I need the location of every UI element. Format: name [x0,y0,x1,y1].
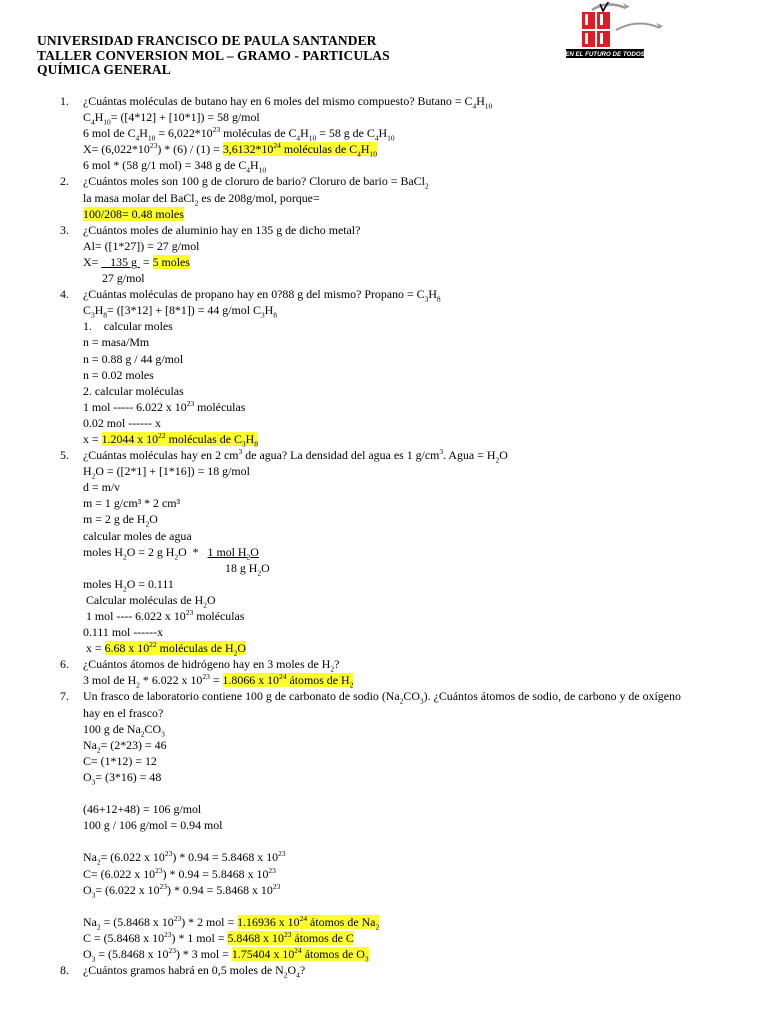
answer-line: 0.02 mol ------ x [83,415,161,430]
highlighted-result: 5 moles [152,254,190,269]
question-number: 3. [60,222,69,237]
question-6: 6. ¿Cuántos átomos de hidrógeno hay en 3 moles de $H_2$? [60,657,340,674]
answer-line: n = masa/Mm [83,335,150,350]
answer-line: n = 0.02 moles [83,367,154,382]
answer-line: (46+12+48) = 106 g/mol [83,802,202,817]
question-number: 7. [60,689,69,704]
question-number: 4. [60,287,69,302]
answer-line: Al= ([1*27]) = 27 g/mol [83,238,200,253]
ufps-logo-graphic [566,2,666,60]
highlighted-result: 100/208= 0.48 moles [83,206,184,221]
answer-line: 6 mol de $C_4H_{10} = 6,022*10^{23}$ moléculas de $C_4H_{10} = 58$ g de $C_4H_{10}$ [83,125,395,143]
highlighted-result: 5.8468 x $10^{23}$ átomos de C [227,929,354,945]
answer-line: 0.111 mol ------x [83,625,164,640]
question-text: ¿Cuántos moles son 100 g de cloruro de bario? Cloruro de bario = BaCl [83,174,425,189]
answer-line: $O_3= (3*16) = 48$ [83,769,162,787]
answer-line: C = (5.8468 x $10^{23}) * 1$ mol = 5.8468 x $10^{23}$ átomos de C [83,929,354,945]
answer-line: Calcular moléculas de $H_2O$ [83,592,216,610]
question-number: 5. [60,448,69,463]
answer-line: calcular moles de agua [83,528,192,543]
answer-line: moles $H_2O = 2$ g $H_2O * 1$ mol $H_2O$ [83,544,259,561]
answer-line: $O_3 = (5.8468$ x $10^{23}) * 3$ mol = 1.75404 x $10^{24}$ átomos de $O_3$ [83,946,369,964]
ufps-logo [566,2,666,60]
blank-line [0,833,768,849]
answer-line: 100 g / 106 g/mol = 0.94 mol [83,818,223,833]
university-name: UNIVERSIDAD FRANCISCO DE PAULA SANTANDER [37,33,377,48]
answer-line: 3 mol de $H_2 * 6.022$ x $10^{23} = 1.8066$ x $10^{24}$ átomos de $H_2$ [83,672,354,690]
question-5: 5. ¿Cuántas moléculas hay en 2 $cm^3$ de agua? La densidad del agua es 1 $g/cm^3$. Agua = $H_2O$ [60,447,508,465]
answer-line: moles $H_2O = 0.111$ [83,576,174,594]
answer-line: n = 0.88 g / 44 g/mol [83,351,184,366]
question-text: ¿Cuántos gramos habrá en 0,5 moles de N [83,963,284,978]
highlighted-result: 1.8066 x $10^{24}$ átomos de $H_2$ [222,672,354,690]
question-text: ¿Cuántas moléculas de propano hay en 0?88 g del mismo? Propano = C [83,287,425,302]
svg-text:EN EL FUTURO DE TODOS: EN EL FUTURO DE TODOS [566,51,645,58]
answer-line: C= (1*12) = 12 [83,753,157,768]
highlighted-result: 1.75404 x $10^{24}$ átomos de $O_3$ [231,946,369,964]
question-number: 8. [60,963,69,978]
answer-line: 100 g de $Na_2CO_3$ [83,721,165,739]
answer-line: $Na_2= (6.022$ x $10^{23}) * 0.94 = 5.8468$ x $10^{23}$ [83,849,286,867]
question-text: ¿Cuántas moléculas de butano hay en 6 moles del mismo compuesto? Butano = C [83,94,473,108]
answer-line: x = 1.2044 x $10^{22}$ moléculas de $C_3H_8$ [83,431,258,449]
question-number: 2. [60,174,69,189]
question-text: ¿Cuántos moles de aluminio hay en 135 g de dicho metal? [83,222,361,237]
answer-line: 18 g $H_2O$ [225,560,270,578]
answer-line: $O_3= (6.022$ x $10^{23}) * 0.94 = 5.8468$ x $10^{23}$ [83,881,281,899]
question-number: 1. [60,94,69,108]
question-text: ¿Cuántos átomos de hidrógeno hay en 3 moles de H [83,657,331,672]
question-text: ¿Cuántas moléculas hay en 2 cm [83,448,239,463]
question-text-cont: hay en el frasco? [83,705,164,720]
blank-line [0,898,768,914]
answer-line: 6 mol * (58 g/1 mol) = 348 g de $C_4H_{10}$ [83,158,267,175]
answer-line: m = 1 g/cm³ * 2 cm³ [83,496,181,511]
answer-line: 1 mol ----- 6.022 x $10^{23}$ moléculas [83,398,246,414]
answer-line: m = 2 g de $H_2O$ [83,512,158,529]
question-4: 4. ¿Cuántas moléculas de propano hay en 0?88 g del mismo? Propano = $C_3H_8$ [60,287,441,304]
highlighted-result: $3,6132*10^{24}$ moléculas de $C_4H_{10}$ [222,141,377,159]
answer-line: $Na_2= (2*23) = 46$ [83,737,167,755]
answer-line: 1 mol ---- 6.022 x $10^{23}$ moléculas [83,608,245,623]
answer-line: d = m/v [83,480,121,495]
highlighted-result: 1.2044 x $10^{22}$ moléculas de $C_3H_8$ [101,431,258,449]
answer-line [0,206,768,222]
answer-line: X= 135 g = 5 moles [83,254,190,269]
answer-line: $X= (6,022*10^{23}) * (6) / (1) = 3,6132*10^{24}$ moléculas de $C_4H_{10}$ [83,141,377,159]
question-7: 7. Un frasco de laboratorio contiene 100 g de carbonato de sodio $(Na_2CO_3)$. ¿Cuántos átomos de sodio, de carbono y de oxígeno [60,689,681,706]
answer-line: $C_4H_{10}= ([4*12] + [10*1]) = 58$ g/mol [83,110,260,127]
highlighted-result: 6.68 x $10^{22}$ moléculas de $H_2O$ [104,640,246,658]
answer-line: C= (6.022 x $10^{23}) * 0.94 = 5.8468$ x $10^{23}$ [83,865,276,881]
blank-line [0,785,768,801]
answer-line: la masa molar del BaCl$_2$ es de 208g/mol, porque= [83,190,320,207]
answer-line: $Na_2 = (5.8468$ x $10^{23}) * 2$ mol = 1.16936 x $10^{24}$ átomos de $Na_2$ [83,913,380,932]
question-8: 8. ¿Cuántos gramos habrá en 0,5 moles de $N_2O_4$? [60,963,306,980]
question-2: 2. ¿Cuántos moles son 100 g de cloruro de bario? Cloruro de bario = BaCl$_2$ [60,174,429,191]
question-number: 6. [60,657,69,672]
highlighted-result: 1.16936 x $10^{24}$ átomos de $Na_2$ [237,913,380,932]
exercise-list [0,93,768,978]
answer-line: 1. calcular moles [83,319,173,334]
answer-line: x = 6.68 x $10^{22}$ moléculas de $H_2O$ [83,640,246,658]
course-name: QUÍMICA GENERAL [37,62,171,77]
workshop-title: TALLER CONVERSION MOL – GRAMO - PARTICULAS [37,47,390,63]
question-1: 1. ¿Cuántas moléculas de butano hay en 6 moles del mismo compuesto? $Butano = C_4H_{10}$ [60,94,493,111]
answer-line: $H_2O = ([2*1] + [1*16]) = 18$ g/mol [83,464,250,481]
answer-line: 27 g/mol [102,271,145,286]
question-3 [0,222,768,238]
answer-line: $C_3H_8= ([3*12] + [8*1]) = 44$ g/mol $C_3H_8$ [83,303,277,320]
answer-line: 2. calcular moléculas [83,383,184,398]
question-text: Un frasco de laboratorio contiene 100 g de carbonato de sodio (Na [83,689,400,704]
document-header [37,34,390,78]
